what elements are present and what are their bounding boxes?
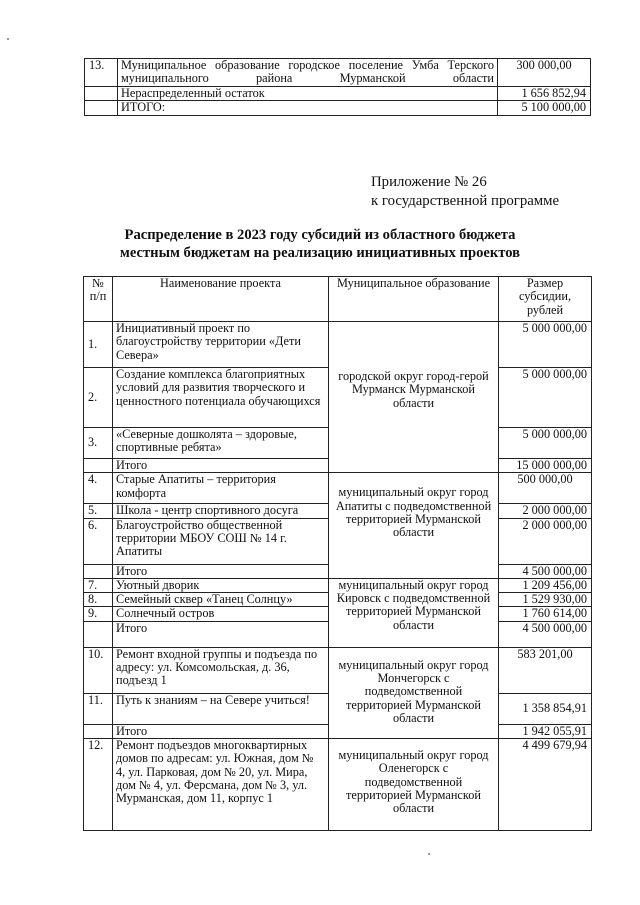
row-name: Итого xyxy=(113,459,329,473)
row-name: Нераспределенный остаток xyxy=(118,87,498,101)
row-number: 7. xyxy=(84,578,113,592)
row-name: Итого xyxy=(113,621,329,647)
row-amount: 583 201,00 xyxy=(499,647,592,693)
appendix-caption xyxy=(371,173,559,211)
row-number: 3. xyxy=(84,428,113,459)
row-name: Итого xyxy=(113,564,329,578)
row-name: Итого xyxy=(113,724,329,738)
table-row xyxy=(84,578,592,592)
municipality-cell: муниципальный округ город Кировск с подведомственной территорией Мурманской области xyxy=(329,578,499,647)
row-name: Солнечный остров xyxy=(113,607,329,621)
row-name: ИТОГО: xyxy=(118,101,498,115)
row-name: Уютный дворик xyxy=(113,578,329,592)
municipality-cell: муниципальный округ город Оленегорск с подведомственной территорией Мурманской области xyxy=(329,739,499,831)
row-amount: 1 529 930,00 xyxy=(499,593,592,607)
table-header xyxy=(84,277,592,322)
table-row xyxy=(85,87,591,101)
row-number: 10. xyxy=(84,647,113,693)
row-amount: 5 000 000,00 xyxy=(499,322,592,368)
row-amount: 2 000 000,00 xyxy=(499,504,592,518)
row-amount: 5 000 000,00 xyxy=(499,428,592,459)
row-number xyxy=(85,101,118,115)
header-municipality: Муниципальное образование xyxy=(329,277,499,322)
row-name: «Северные дошколята – здоровые, спортивные ребята» xyxy=(113,428,329,459)
row-number: 11. xyxy=(84,693,113,724)
row-amount: 1 760 614,00 xyxy=(499,607,592,621)
table-row xyxy=(84,739,592,831)
row-amount: 15 000 000,00 xyxy=(499,459,592,473)
appendix-line-1: Приложение № 26 xyxy=(371,174,487,190)
row-name: Старые Апатиты – территория комфорта xyxy=(113,473,329,504)
row-amount: 300 000,00 xyxy=(498,59,591,87)
row-number xyxy=(85,87,118,101)
row-number xyxy=(84,459,113,473)
row-number xyxy=(84,564,113,578)
row-number: 6. xyxy=(84,518,113,564)
header-num: № п/п xyxy=(84,277,113,322)
row-number: 4. xyxy=(84,473,113,504)
row-name: Путь к знаниям – на Севере учиться! xyxy=(113,693,329,724)
table-row xyxy=(85,101,591,115)
row-name: Муниципальное образование городское поселение Умба Терского муниципального района Мурманской области xyxy=(118,59,498,87)
row-amount: 500 000,00 xyxy=(499,473,592,504)
table-row xyxy=(84,647,592,693)
row-name: Семейный сквер «Танец Солнцу» xyxy=(113,593,329,607)
row-number: 5. xyxy=(84,504,113,518)
row-number xyxy=(84,621,113,647)
row-amount: 4 500 000,00 xyxy=(499,621,592,647)
row-number: 13. xyxy=(85,59,118,87)
appendix-line-2: к государственной программе xyxy=(371,193,560,209)
row-amount: 2 000 000,00 xyxy=(499,518,592,564)
table-row xyxy=(84,322,592,368)
top-continuation-table xyxy=(84,58,591,116)
municipality-cell: муниципальный округ город Апатиты с подведомственной территорией Мурманской области xyxy=(329,473,499,579)
row-amount: 1 942 055,91 xyxy=(499,724,592,738)
row-number: 1. xyxy=(84,322,113,368)
row-name: Создание комплекса благоприятных условий для развития творческого и ценностного потенциала обучающихся xyxy=(113,368,329,428)
table-row xyxy=(84,473,592,504)
row-name: Школа - центр спортивного досуга xyxy=(113,504,329,518)
row-name: Благоустройство общественной территории МБОУ СОШ № 14 г. Апатиты xyxy=(113,518,329,564)
row-number: 9. xyxy=(84,607,113,621)
row-amount: 1 656 852,94 xyxy=(498,87,591,101)
row-number xyxy=(84,724,113,738)
row-amount: 4 500 000,00 xyxy=(499,564,592,578)
row-number: 12. xyxy=(84,739,113,831)
row-name: Ремонт входной группы и подъезда по адресу: ул. Комсомольская, д. 36, подъезд 1 xyxy=(113,647,329,693)
header-project: Наименование проекта xyxy=(113,277,329,322)
row-amount: 5 100 000,00 xyxy=(498,101,591,115)
municipality-cell: муниципальный округ город Мончегорск с подведомственной территорией Мурманской области xyxy=(329,647,499,738)
scan-speck xyxy=(428,853,430,855)
row-amount: 5 000 000,00 xyxy=(499,368,592,428)
subsidy-table xyxy=(83,276,592,831)
page-title: Распределение в 2023 году субсидий из областного бюджета местным бюджетам на реализацию инициативных проектов xyxy=(119,227,521,261)
header-amount: Размер субсидии, рублей xyxy=(499,277,592,322)
municipality-cell: городской округ город-герой Мурманск Мурманской области xyxy=(329,322,499,473)
row-number: 8. xyxy=(84,593,113,607)
row-amount: 1 209 456,00 xyxy=(499,578,592,592)
row-amount: 4 499 679,94 xyxy=(499,739,592,831)
row-name: Ремонт подъездов многоквартирных домов по адресам: ул. Южная, дом № 4, ул. Парковая, дом № 20, ул. Мира, дом № 4, ул. Ферсмана, дом № 3, ул. Мурманская, дом 11, корпус 1 xyxy=(113,739,329,831)
row-number: 2. xyxy=(84,368,113,428)
table-row xyxy=(85,59,591,87)
scan-speck xyxy=(7,38,9,40)
row-name: Инициативный проект по благоустройству территории «Дети Севера» xyxy=(113,322,329,368)
row-amount: 1 358 854,91 xyxy=(499,693,592,724)
